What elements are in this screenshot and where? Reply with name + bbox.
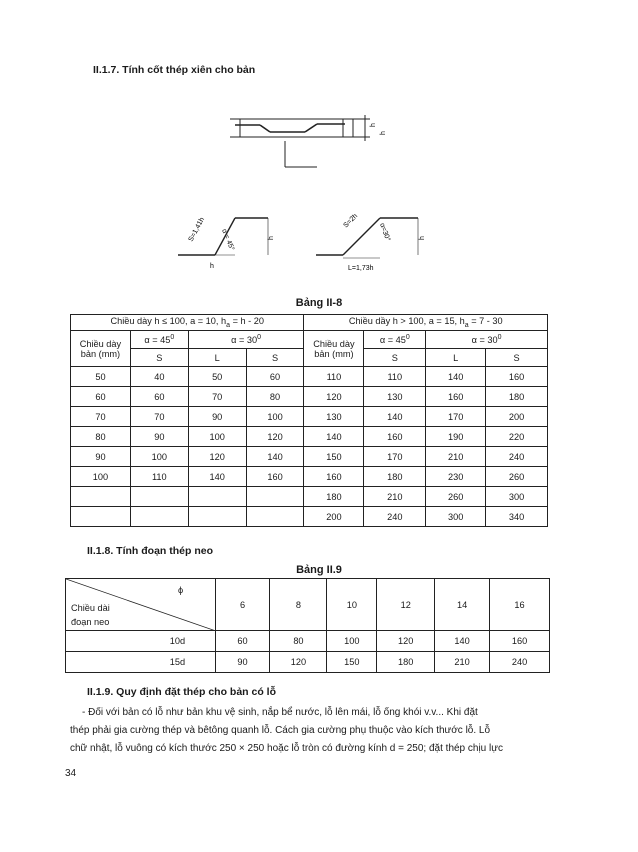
table-cell: 190 bbox=[426, 427, 486, 447]
value-cell: 210 bbox=[435, 652, 490, 673]
table-cell: 100 bbox=[71, 467, 131, 487]
table-cell: 70 bbox=[188, 387, 246, 407]
col-s: S bbox=[486, 349, 548, 367]
table-cell: 70 bbox=[71, 407, 131, 427]
table-cell: 140 bbox=[304, 427, 364, 447]
table-cell: 60 bbox=[71, 387, 131, 407]
table-cell: 340 bbox=[486, 507, 548, 527]
table-ii8-caption: Bảng II-8 bbox=[295, 297, 343, 309]
col-thickness-right: Chiều dày bản (mm) bbox=[304, 331, 364, 367]
row-label-10d: 10d bbox=[140, 631, 215, 652]
table-cell: 130 bbox=[304, 407, 364, 427]
table-cell: 140 bbox=[246, 447, 304, 467]
table-cell: 240 bbox=[486, 447, 548, 467]
table-cell: 100 bbox=[130, 447, 188, 467]
table-row bbox=[71, 427, 548, 447]
table-row bbox=[66, 631, 550, 652]
body-paragraph bbox=[70, 704, 560, 758]
bent-bar-45-diagram bbox=[170, 200, 290, 275]
col-l: L bbox=[426, 349, 486, 367]
right-L-label: L=1,73h bbox=[348, 265, 374, 272]
section-title-118: II.1.8. Tính đoạn thép neo bbox=[87, 545, 214, 557]
diameter-cell: 14 bbox=[435, 579, 490, 631]
table-ii9-caption: Bảng II.9 bbox=[296, 564, 342, 576]
table-cell bbox=[71, 487, 131, 507]
table-cell: 140 bbox=[188, 467, 246, 487]
table-cell: 160 bbox=[426, 387, 486, 407]
right-angle-label: α=30° bbox=[378, 222, 392, 243]
value-cell: 60 bbox=[215, 631, 270, 652]
value-cell: 80 bbox=[270, 631, 327, 652]
col-alpha45-right: $\alpha = 45^0$ bbox=[364, 331, 426, 349]
table-cell: 240 bbox=[364, 507, 426, 527]
table-cell: 210 bbox=[364, 487, 426, 507]
row-blank bbox=[66, 631, 141, 652]
table-cell: 60 bbox=[246, 367, 304, 387]
diameter-cell: 10 bbox=[327, 579, 377, 631]
phi-symbol: ϕ bbox=[178, 585, 184, 595]
right-group-header: Chiều dầy h > 100, a = 15, $h_a = 7 - 30$ bbox=[304, 315, 548, 331]
diameter-cell: 12 bbox=[377, 579, 435, 631]
left-angle-label: α = 45° bbox=[220, 228, 236, 252]
col-alpha30-right: $\alpha = 30^0$ bbox=[426, 331, 548, 349]
table-cell: 210 bbox=[426, 447, 486, 467]
row-label-15d: 15d bbox=[140, 652, 215, 673]
table-cell: 110 bbox=[130, 467, 188, 487]
table-cell: 230 bbox=[426, 467, 486, 487]
diagonal-header-cell bbox=[66, 579, 216, 631]
table-cell: 100 bbox=[246, 407, 304, 427]
table-cell: 80 bbox=[71, 427, 131, 447]
table-cell: 90 bbox=[130, 427, 188, 447]
top-ha-label: h bbox=[380, 131, 387, 135]
value-cell: 100 bbox=[327, 631, 377, 652]
table-cell: 170 bbox=[364, 447, 426, 467]
table-cell: 170 bbox=[426, 407, 486, 427]
table-cell: 120 bbox=[304, 387, 364, 407]
table-cell: 260 bbox=[426, 487, 486, 507]
slab-section-diagram bbox=[225, 105, 400, 185]
table-cell: 160 bbox=[304, 467, 364, 487]
table-cell: 180 bbox=[486, 387, 548, 407]
table-cell: 140 bbox=[426, 367, 486, 387]
paragraph-line: thép phải gia cường thép và bêtông quanh lỗ. Cách gia cường phụ thuộc vào kích thước lỗ. Lỗ bbox=[70, 725, 491, 736]
table-cell: 110 bbox=[304, 367, 364, 387]
table-ii8 bbox=[70, 314, 548, 527]
right-s-label: S=2h bbox=[342, 212, 360, 230]
col-thickness-left: Chiều dày bản (mm) bbox=[71, 331, 131, 367]
table-cell: 150 bbox=[304, 447, 364, 467]
table-row bbox=[66, 652, 550, 673]
paragraph-line: chữ nhật, lỗ vuông có kích thước 250 × 250 hoặc lỗ tròn có đường kính d = 250; đặt thép chịu lực bbox=[70, 743, 503, 754]
table-cell: 50 bbox=[188, 367, 246, 387]
paragraph-line: - Đối với bản có lỗ như bản khu vệ sinh, nắp bể nước, lỗ lên mái, lỗ ống khói v.v... Khi đặt bbox=[82, 707, 478, 718]
value-cell: 240 bbox=[490, 652, 550, 673]
table-cell: 180 bbox=[304, 487, 364, 507]
diameter-cell: 6 bbox=[215, 579, 270, 631]
table-cell: 200 bbox=[304, 507, 364, 527]
diameter-cell: 16 bbox=[490, 579, 550, 631]
left-ha-label: h bbox=[210, 263, 214, 270]
table-ii9 bbox=[65, 578, 550, 673]
table-row bbox=[71, 367, 548, 387]
bent-bar-30-diagram bbox=[308, 200, 443, 275]
table-cell: 220 bbox=[486, 427, 548, 447]
left-h-label: h bbox=[268, 236, 275, 240]
value-cell: 140 bbox=[435, 631, 490, 652]
table-row bbox=[71, 487, 548, 507]
table-cell: 110 bbox=[364, 367, 426, 387]
table-cell: 300 bbox=[426, 507, 486, 527]
table-cell bbox=[188, 487, 246, 507]
table-cell: 200 bbox=[486, 407, 548, 427]
value-cell: 90 bbox=[215, 652, 270, 673]
table-cell: 160 bbox=[364, 427, 426, 447]
table-cell: 160 bbox=[246, 467, 304, 487]
table-cell: 40 bbox=[130, 367, 188, 387]
col-alpha30-left: $\alpha = 30^0$ bbox=[188, 331, 304, 349]
value-cell: 150 bbox=[327, 652, 377, 673]
col-s: S bbox=[364, 349, 426, 367]
table-cell: 180 bbox=[364, 467, 426, 487]
table-row bbox=[71, 467, 548, 487]
row-label: Chiều dài đoạn neo bbox=[71, 603, 110, 627]
table-cell: 130 bbox=[364, 387, 426, 407]
section-title-119: II.1.9. Quy định đặt thép cho bản có lỗ bbox=[87, 686, 277, 698]
value-cell: 160 bbox=[490, 631, 550, 652]
left-group-header: Chiều dày h ≤ 100, a = 10, $h_a = h - 20$ bbox=[71, 315, 304, 331]
table-row bbox=[71, 507, 548, 527]
table-row bbox=[71, 387, 548, 407]
table-cell bbox=[246, 487, 304, 507]
section-title-117: II.1.7. Tính cốt thép xiên cho bản bbox=[93, 64, 256, 76]
table-cell bbox=[246, 507, 304, 527]
table-cell: 100 bbox=[188, 427, 246, 447]
diameter-cell: 8 bbox=[270, 579, 327, 631]
col-s: S bbox=[246, 349, 304, 367]
table-cell: 140 bbox=[364, 407, 426, 427]
table-cell bbox=[130, 507, 188, 527]
table-cell: 90 bbox=[188, 407, 246, 427]
col-alpha45-left: $\alpha = 45^0$ bbox=[130, 331, 188, 349]
table-cell bbox=[71, 507, 131, 527]
table-cell bbox=[188, 507, 246, 527]
table-cell: 60 bbox=[130, 387, 188, 407]
right-h-label: h bbox=[419, 236, 426, 240]
table-cell: 120 bbox=[246, 427, 304, 447]
value-cell: 180 bbox=[377, 652, 435, 673]
table-cell bbox=[130, 487, 188, 507]
table-cell: 160 bbox=[486, 367, 548, 387]
table-cell: 80 bbox=[246, 387, 304, 407]
row-blank bbox=[66, 652, 141, 673]
table-cell: 260 bbox=[486, 467, 548, 487]
table-cell: 300 bbox=[486, 487, 548, 507]
value-cell: 120 bbox=[270, 652, 327, 673]
col-s: S bbox=[130, 349, 188, 367]
left-s-label: S=1,41h bbox=[187, 216, 207, 243]
value-cell: 120 bbox=[377, 631, 435, 652]
table-cell: 90 bbox=[71, 447, 131, 467]
page-number: 34 bbox=[65, 768, 77, 779]
table-cell: 50 bbox=[71, 367, 131, 387]
top-h-label: h bbox=[370, 123, 377, 127]
table-row bbox=[71, 407, 548, 427]
col-l: L bbox=[188, 349, 246, 367]
table-cell: 70 bbox=[130, 407, 188, 427]
table-cell: 120 bbox=[188, 447, 246, 467]
table-row bbox=[71, 447, 548, 467]
